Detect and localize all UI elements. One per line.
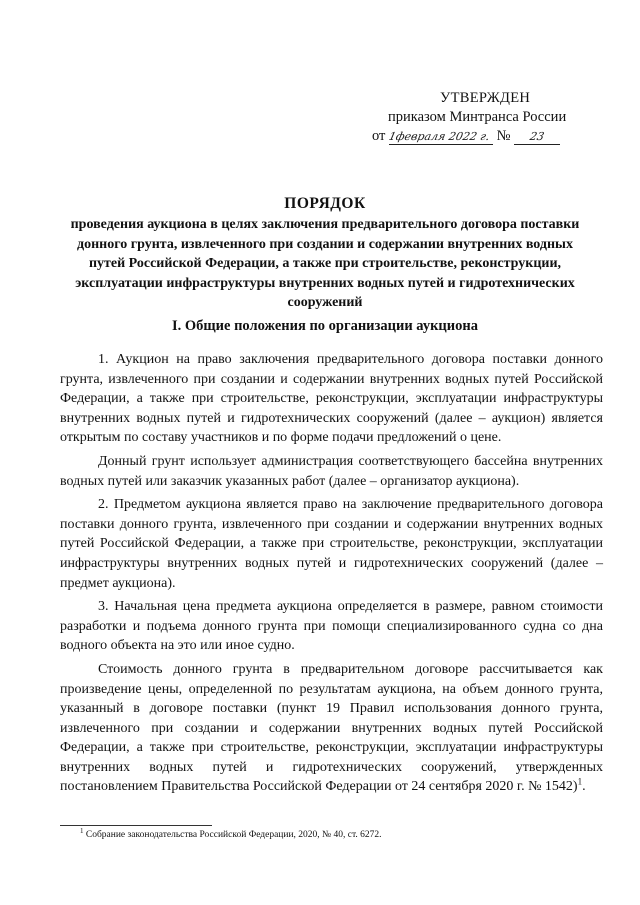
title-main: ПОРЯДОК (284, 195, 366, 212)
paragraph-5 (60, 660, 603, 797)
paragraph-4: 3. Начальная цена предмета аукциона определяется в размере, равном стоимости разработки и подъема донного грунта при помощи специализированного судна со дна водного объекта на это или иное судно. (60, 599, 603, 654)
document-title (60, 194, 590, 313)
section-heading: I. Общие положения по организации аукциона (172, 318, 478, 334)
document-body (60, 350, 603, 801)
paragraph-1: 1. Аукцион на право заключения предварительного договора поставки донного грунта, извлеченного при создании и содержании внутренних водных путей Российской Федерации, а также при строительстве, реконструкции, эксплуатации инфраструктуры внутренних водных путей и гидротехнических сооружений (далее – аукцион) является открытым по составу участников и по форме подачи предложений о цене. (60, 352, 603, 446)
number-label: № (496, 128, 511, 144)
date-handwritten-field (389, 129, 493, 145)
approval-by: приказом Минтранса России (388, 109, 567, 125)
paragraph-2: Донный грунт использует администрация соответствующего бассейна внутренних водных путей или заказчик указанных работ (далее – организатор аукциона). (60, 453, 603, 489)
footnote-mark: 1 (80, 826, 84, 835)
footnote (60, 826, 603, 841)
paragraph-5-text: Стоимость донного грунта в предварительном договоре рассчитывается как произведение цены, определенной по результатам аукциона, на объем донного грунта, указанный в договоре поставки (пункт 19 Правил использования донного грунта, извлеченного при создании и содержании внутренних водных путей Российской Федерации, а также при строительстве, реконструкции, эксплуатации инфраструктуры внутренних водных путей и гидротехнических сооружений, утвержденных постановлением Правительства Российской Федерации от 24 сентября 2020 г. № 1542) (60, 661, 603, 795)
approval-date-line (372, 126, 560, 147)
paragraph-3: 2. Предметом аукциона является право на заключение предварительного договора поставки донного грунта, извлеченного при создании и содержании внутренних водных путей Российской Федерации, а также при строительстве, реконструкции, эксплуатации инфраструктуры внутренних водных путей и гидротехнических сооружений (далее – предмет аукциона). (60, 497, 603, 591)
paragraph-5-end: . (582, 779, 586, 795)
footnote-text: Собрание законодательства Российской Федерации, 2020, № 40, ст. 6272. (85, 830, 382, 840)
approval-status: УТВЕРЖДЕН (440, 90, 531, 106)
number-handwritten-field (514, 129, 560, 145)
date-prefix: от (372, 128, 386, 144)
title-subtitle: проведения аукциона в целях заключения предварительного договора поставки донного грунта, извлеченного при создании и содержании внутренних водных путей Российской Федерации, а также при строительстве, реконструкции, эксплуатации инфраструктуры внутренних водных путей и гидротехнических сооружений (70, 217, 580, 310)
footnote-divider (60, 825, 212, 826)
date-handwritten: 1февраля 2022 г. (387, 130, 491, 143)
footnote-reference: 1 (577, 776, 583, 787)
number-handwritten: 23 (528, 130, 546, 143)
